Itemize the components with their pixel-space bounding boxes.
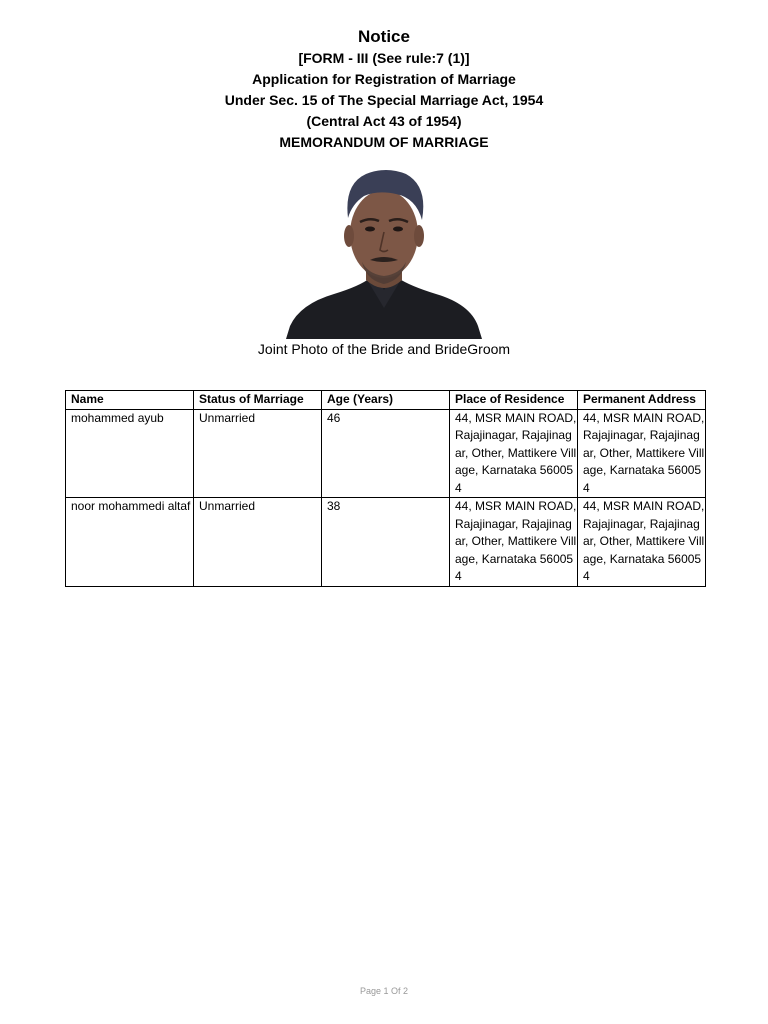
cell-permanent-address: 44, MSR MAIN ROAD, Rajajinagar, Rajajinagar, Other, Mattikere Village, Karnataka 560054 [578,498,706,587]
page-number: Page 1 Of 2 [359,986,409,996]
notice-title: Notice [358,27,410,46]
cell-name: noor mohammedi altaf [66,498,194,587]
table-row [66,498,706,587]
table-row [66,409,706,498]
form-reference: [FORM - III (See rule:7 (1)] [298,50,470,66]
header-residence: Place of Residence [450,391,578,410]
photo-caption: Joint Photo of the Bride and BrideGroom [257,341,511,357]
application-title: Application for Registration of Marriage [252,71,516,87]
cell-name: mohammed ayub [66,409,194,498]
memorandum-heading: MEMORANDUM OF MARRIAGE [279,134,489,150]
cell-age: 46 [322,409,450,498]
cell-residence: 44, MSR MAIN ROAD, Rajajinagar, Rajajinagar, Other, Mattikere Village, Karnataka 560054 [450,409,578,498]
header-age: Age (Years) [322,391,450,410]
parties-table [65,390,706,587]
cell-age: 38 [322,498,450,587]
joint-photo [286,158,482,339]
cell-status: Unmarried [194,498,322,587]
central-act: (Central Act 43 of 1954) [306,113,462,129]
table-header-row [66,391,706,410]
cell-residence: 44, MSR MAIN ROAD, Rajajinagar, Rajajinagar, Other, Mattikere Village, Karnataka 560054 [450,498,578,587]
cell-permanent-address: 44, MSR MAIN ROAD, Rajajinagar, Rajajinagar, Other, Mattikere Village, Karnataka 560054 [578,409,706,498]
header-status: Status of Marriage [194,391,322,410]
header-permanent-address: Permanent Address [578,391,706,410]
header-name: Name [66,391,194,410]
act-section: Under Sec. 15 of The Special Marriage Act, 1954 [224,92,544,108]
notice-header [0,26,768,153]
cell-status: Unmarried [194,409,322,498]
